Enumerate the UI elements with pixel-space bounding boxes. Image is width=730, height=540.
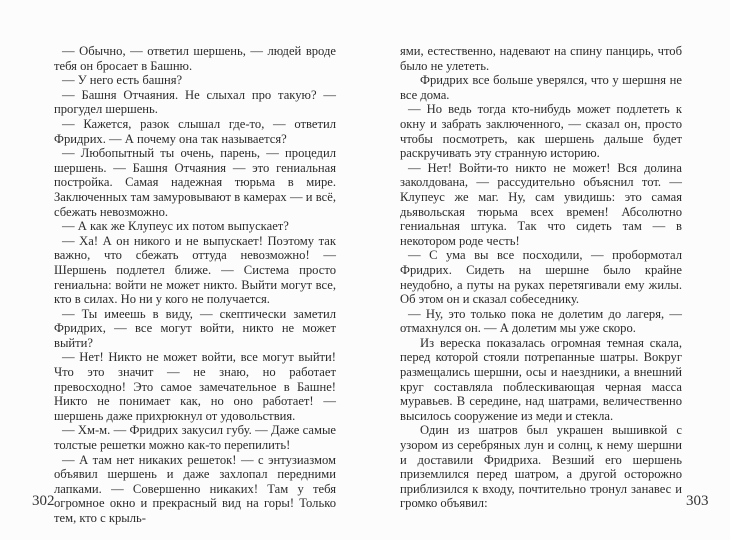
- paragraph: — С ума вы все посходили, — пробормотал Фридрих. Сидеть на шершне было крайне неудобно, а путы на руках перетягивали ему жилы. Об этом он и сказал собеседнику.: [400, 248, 682, 307]
- paragraph: — Ты имеешь в виду, — скептически заметил Фридрих, — все могут войти, никто не может выйти?: [54, 306, 336, 350]
- page-number-left: 302: [32, 493, 55, 509]
- paragraph: ями, естественно, надевают на спину панцирь, чтоб было не улететь.: [400, 44, 682, 73]
- paragraph: — Нет! Войти-то никто не может! Вся долина заколдована, — рассудительно объяснил тот. — Клупеус же маг. Ну, сам увидишь: это самая дьявольская тюрьма всех времен! Абсолютно гениальная штука. Так что сидеть там — в некотором роде честь!: [400, 160, 682, 248]
- paragraph: — Хм-м. — Фридрих закусил губу. — Даже самые толстые решетки можно как-то перепилить!: [54, 423, 336, 453]
- paragraph: Фридрих все больше уверялся, что у шершня не все дома.: [400, 73, 682, 102]
- left-page: [54, 44, 336, 526]
- paragraph: — Любопытный ты очень, парень, — процедил шершень. — Башня Отчаяния — это гениальная постройка. Самая надежная тюрьма в мире. Заключенных там замуровывают в камерах — и всё, сбежать невозможно.: [54, 146, 336, 219]
- page-number-right: 303: [686, 493, 709, 509]
- paragraph: — Ха! А он никого и не выпускает! Поэтому так важно, что сбежать оттуда невозможно! — Шершень подлетел ближе. — Система просто гениальна: войти не может никто. Выйти могут все, кто в силах. Но ни у кого не получается.: [54, 233, 336, 307]
- paragraph: — Нет! Никто не может войти, все могут выйти! Что это значит — не знаю, но работает превосходно! Это самое замечательное в Башне! Никто не понимает как, но оно работает! — шершень даже прихрюкнул от удовольствия.: [54, 350, 336, 423]
- paragraph: Из вереска показалась огромная темная скала, перед которой стояли потрепанные шатры. Вокруг размещались шершни, осы и наездники, а внешний круг составляла поблескивающая черная масса муравьев. В середине, над шатрами, величественно высилось сооружение из меди и стекла.: [400, 335, 682, 423]
- paragraph: — Кажется, разок слышал где-то, — ответил Фридрих. — А почему она так называется?: [54, 116, 336, 146]
- paragraph: — Башня Отчаяния. Не слыхал про такую? — прогудел шершень.: [54, 87, 336, 117]
- paragraph: — А там нет никаких решеток! — с энтузиазмом объявил шершень и даже захлопал передними лапками. — Совершенно никаких! Там у тебя огромное окно и прекрасный вид на горы! Только тем, кто с крыль-: [54, 452, 336, 525]
- paragraph: — А как же Клупеус их потом выпускает?: [62, 219, 289, 234]
- paragraph: — У него есть башня?: [62, 73, 183, 88]
- paragraph: — Но ведь тогда кто-нибудь может подлететь к окну и забрать заключенного, — сказал он, просто чтобы посмотреть, как шершень дальше будет раскручивать эту странную историю.: [400, 102, 682, 161]
- paragraph: — Ну, это только пока не долетим до лагеря, — отмахнулся он. — А долетим мы уже скоро.: [400, 306, 682, 336]
- paragraph: — Обычно, — ответил шершень, — людей вроде тебя он бросает в Башню.: [54, 44, 336, 73]
- right-page: [400, 44, 682, 511]
- paragraph: Один из шатров был украшен вышивкой с узором из серебряных лун и солнц, к нему шершни и доставили Фридриха. Везший его шершень приземлился перед шатром, а другой осторожно приблизился к входу, почтительно тронул занавес и громко объявил:: [400, 423, 682, 511]
